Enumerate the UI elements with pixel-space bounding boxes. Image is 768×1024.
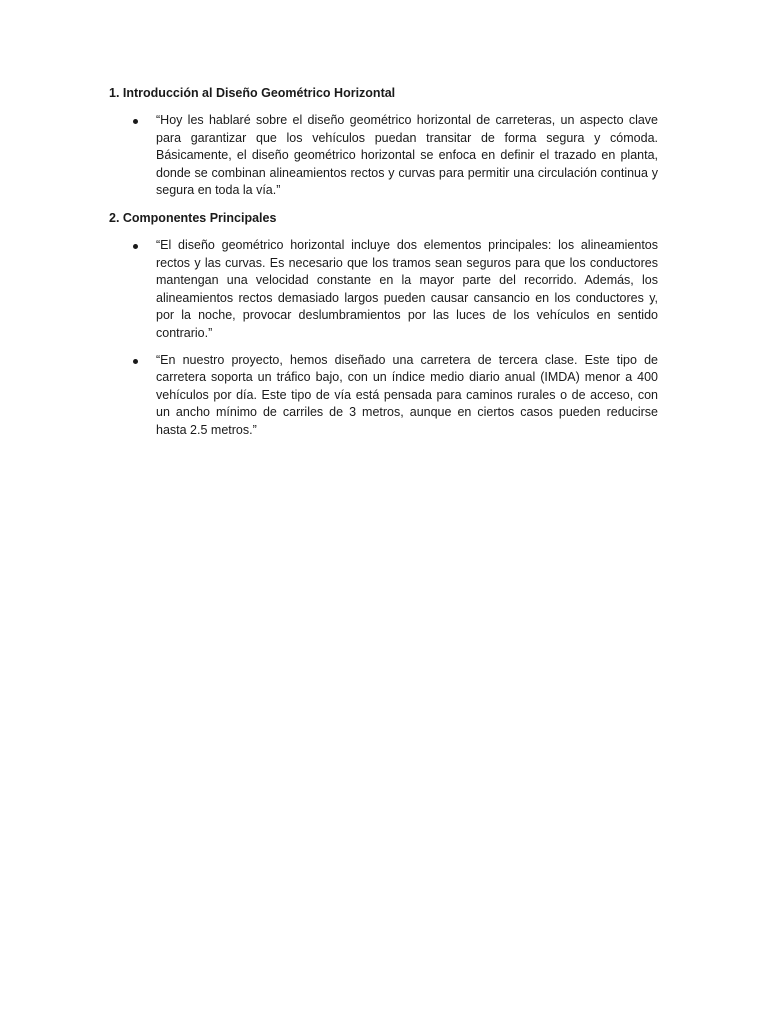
paragraph: “Hoy les hablaré sobre el diseño geométrico horizontal de carreteras, un aspecto clave para garantizar que los vehículos puedan transitar de forma segura y cómoda. Básicamente, el diseño geométrico horizontal se enfoca en definir el trazado en planta, donde se combinan alineamientos rectos y curvas para permitir una circulación continua y segura en toda la vía.” (156, 113, 658, 198)
list-item (109, 352, 658, 440)
document-body (109, 84, 658, 449)
section-introduccion (109, 84, 658, 200)
paragraph: “El diseño geométrico horizontal incluye dos elementos principales: los alineamientos rectos y las curvas. Es necesario que los tramos sean seguros para que los conductores mantengan una velocidad constante en la mayor parte del recorrido. Además, los alineamientos rectos demasiado largos pueden causar cansancio en los conductores y, por la noche, provocar deslumbramientos por las luces de los vehículos en sentido contrario.” (156, 237, 658, 340)
bullet-list (109, 237, 658, 440)
section-componentes (109, 209, 658, 440)
bullet-icon (133, 244, 138, 249)
list-item (109, 112, 658, 200)
section-heading: 1. Introducción al Diseño Geométrico Horizontal (109, 86, 396, 100)
list-item (109, 237, 658, 343)
bullet-icon (133, 359, 138, 364)
bullet-icon (133, 119, 138, 124)
paragraph: “En nuestro proyecto, hemos diseñado una carretera de tercera clase. Este tipo de carretera soporta un tráfico bajo, con un índice medio diario anual (IMDA) menor a 400 vehículos por día. Este tipo de vía está pensada para caminos rurales o de acceso, con un ancho mínimo de carriles de 3 metros, aunque en ciertos casos pueden reducirse hasta 2.5 metros.” (156, 352, 658, 437)
bullet-list (109, 112, 658, 200)
section-heading: 2. Componentes Principales (109, 210, 277, 225)
